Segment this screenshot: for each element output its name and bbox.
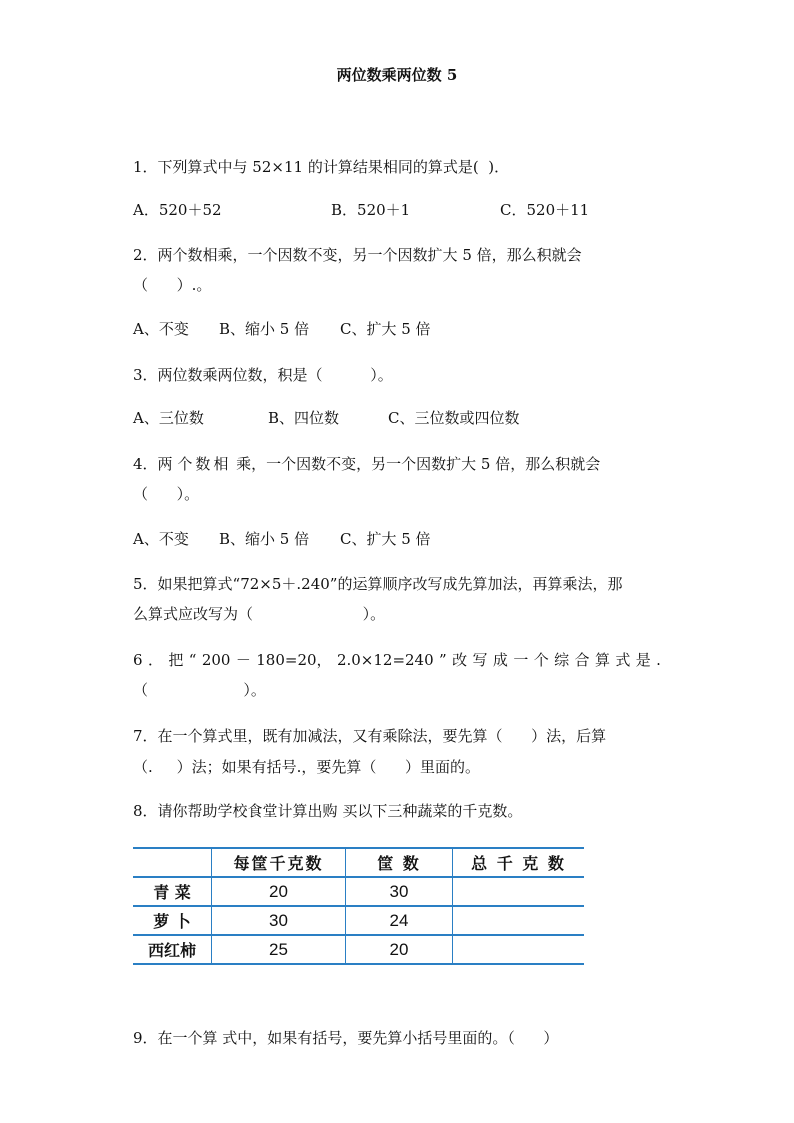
- row-name: 萝 卜: [133, 906, 212, 935]
- table-row: [133, 877, 584, 906]
- q4-option-c: C、扩大 5 倍: [340, 530, 431, 548]
- q6-seg: 合: [574, 651, 590, 669]
- question-2-line-1: 2．两个数相乘，一个因数不变，另一个因数扩大 5 倍，那么积就会: [133, 246, 582, 264]
- q4-option-b: B、缩小 5 倍: [219, 530, 310, 548]
- q6-seg: 180=20，: [256, 651, 332, 669]
- question-4-line-2: （ ）。: [133, 485, 200, 503]
- question-9: 9．在一个算 式中，如果有括号，要先算小括号里面的。（ ）: [133, 1029, 559, 1047]
- question-5-line-1: 5．如果把算式“72×5＋.240”的运算顺序改写成先算加法，再算乘法，那: [133, 575, 623, 593]
- page-title: 两位数乘两位数 5: [336, 66, 458, 84]
- row-basket-count: 20: [346, 935, 453, 964]
- q3-option-a: A、三位数: [133, 409, 204, 427]
- table-row: [133, 935, 584, 964]
- q1-option-a: A．520＋52: [133, 201, 222, 219]
- row-total: [453, 877, 585, 906]
- question-2-line-2: （ ）.。: [133, 276, 212, 294]
- q6-seg: 改: [452, 651, 468, 669]
- q6-seg: 综: [554, 651, 570, 669]
- question-4-line-1: [133, 454, 600, 474]
- q6-seg: 成: [492, 651, 508, 669]
- row-basket-count: 30: [346, 877, 453, 906]
- question-1: 1．下列算式中与 52×11 的计算结果相同的算式是( )．: [133, 158, 510, 176]
- row-per-basket: 25: [212, 935, 346, 964]
- q2-option-b: B、缩小 5 倍: [219, 320, 310, 338]
- q6-seg: .: [656, 651, 661, 669]
- q6-seg: －: [235, 651, 251, 669]
- question-7-line-2: （. ）法；如果有括号.，要先算（ ）里面的。: [133, 758, 480, 776]
- q6-seg: 个: [533, 651, 549, 669]
- q3-option-b: B、四位数: [268, 409, 340, 427]
- header-basket-count: 筐 数: [346, 848, 453, 877]
- row-total: [453, 906, 585, 935]
- header-blank: [133, 848, 212, 877]
- q6-seg: ”: [439, 651, 447, 669]
- q1-option-b: B．520＋1: [331, 201, 411, 219]
- q6-seg: 算: [594, 651, 610, 669]
- q2-option-c: C、扩大 5 倍: [340, 320, 431, 338]
- vegetable-table: [133, 847, 584, 965]
- q6-seg: 把: [168, 651, 184, 669]
- question-6-line-2: （ ）。: [133, 681, 266, 699]
- header-total: 总 千 克 数: [453, 848, 585, 877]
- q4-option-a: A、不变: [133, 530, 189, 548]
- question-3: 3．两位数乘两位数，积是（ ）。: [133, 366, 393, 384]
- q6-seg: 200: [201, 651, 231, 669]
- q6-seg: 写: [472, 651, 488, 669]
- q3-option-c: C、三位数或四位数: [388, 409, 520, 427]
- row-basket-count: 24: [346, 906, 453, 935]
- row-name: 西红柿: [133, 935, 212, 964]
- q4-seg-1: 4．两: [133, 455, 173, 473]
- q6-seg: “: [188, 651, 197, 669]
- q6-seg: ．: [147, 651, 163, 669]
- table-row: [133, 906, 584, 935]
- question-6-line-1: [133, 650, 661, 670]
- row-per-basket: 20: [212, 877, 346, 906]
- q6-seg: 式: [615, 651, 631, 669]
- question-8: 8．请你帮助学校食堂计算出购 买以下三种蔬菜的千克数。: [133, 802, 523, 820]
- header-per-basket: 每筐千克数: [212, 848, 346, 877]
- table-header-row: [133, 848, 584, 877]
- q6-seg: 6: [133, 651, 143, 669]
- question-7-line-1: 7．在一个算式里，既有加减法，又有乘除法，要先算（ ）法，后算: [133, 727, 607, 745]
- q4-seg-2: 个数相: [177, 455, 232, 473]
- q6-seg: 是: [635, 651, 651, 669]
- q1-option-c: C．520＋11: [500, 201, 590, 219]
- q4-seg-3: 乘，一个因数不变，另一个因数扩大 5 倍，那么积就会: [236, 455, 601, 473]
- q2-option-a: A、不变: [133, 320, 189, 338]
- question-5-line-2: 么算式应改写为（ ）。: [133, 605, 386, 623]
- q6-seg: 2.0×12=240: [336, 651, 434, 669]
- row-per-basket: 30: [212, 906, 346, 935]
- row-name: 青 菜: [133, 877, 212, 906]
- q6-seg: 一: [513, 651, 529, 669]
- row-total: [453, 935, 585, 964]
